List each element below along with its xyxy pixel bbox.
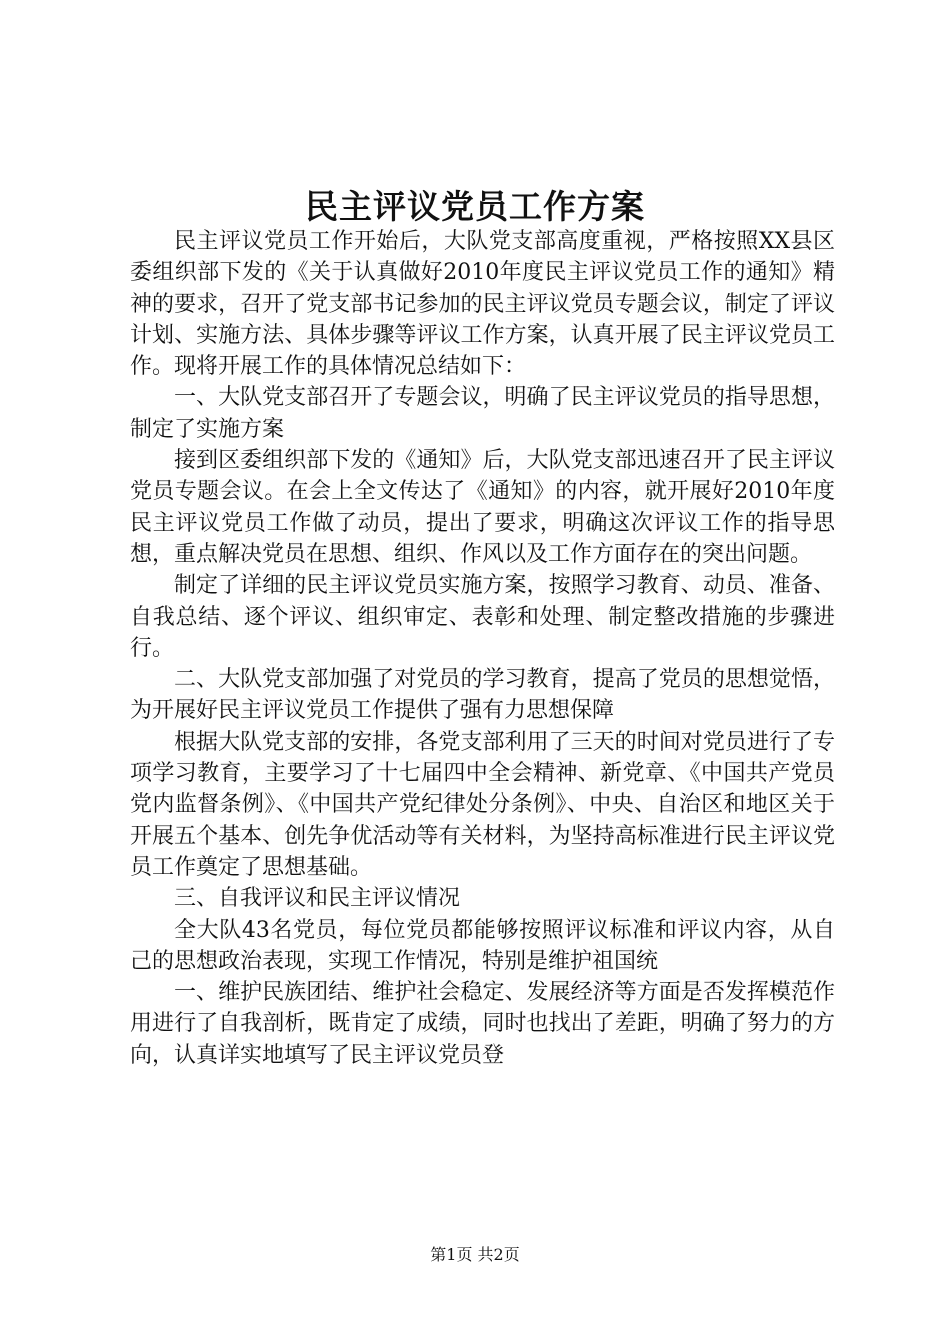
page-number-footer: 第1页 共2页 [430, 1245, 520, 1264]
paragraph: 全大队43名党员，每位党员都能够按照评议标准和评议内容，从自己的思想政治表现，实现工作情况，特别是维护祖国统 [130, 917, 835, 974]
section-heading-2: 二、大队党支部加强了对党员的学习教育，提高了党员的思想觉悟，为开展好民主评议党员工作提供了强有力思想保障 [130, 667, 835, 724]
paragraph: 一、维护民族团结、维护社会稳定、发展经济等方面是否发挥模范作用进行了自我剖析，既肯定了成绩，同时也找出了差距，明确了努力的方向，认真详实地填写了民主评议党员登 [130, 980, 835, 1068]
paragraph: 接到区委组织部下发的《通知》后，大队党支部迅速召开了民主评议党员专题会议。在会上全文传达了《通知》的内容，就开展好2010年度民主评议党员工作做了动员，提出了要求，明确这次评议工作的指导思想，重点解决党员在思想、组织、作风以及工作方面存在的突出问题。 [130, 448, 835, 567]
paragraph: 根据大队党支部的安排，各党支部利用了三天的时间对党员进行了专项学习教育，主要学习了十七届四中全会精神、新党章、《中国共产党员党内监督条例》、《中国共产党纪律处分条例》、中央、自治区和地区关于开展五个基本、创先争优活动等有关材料，为坚持高标准进行民主评议党员工作奠定了思想基础。 [130, 729, 835, 880]
paragraph: 制定了详细的民主评议党员实施方案，按照学习教育、动员、准备、自我总结、逐个评议、组织审定、表彰和处理、制定整改措施的步骤进行。 [130, 573, 835, 661]
document-title: 民主评议党员工作方案 [305, 187, 645, 226]
section-heading-3: 三、自我评议和民主评议情况 [174, 886, 461, 912]
section-heading-1: 一、大队党支部召开了专题会议，明确了民主评议党员的指导思想，制定了实施方案 [130, 385, 835, 442]
paragraph-intro: 民主评议党员工作开始后，大队党支部高度重视，严格按照XX县区委组织部下发的《关于认真做好2010年度民主评议党员工作的通知》精神的要求，召开了党支部书记参加的民主评议党员专题会议，制定了评议计划、实施方法、具体步骤等评议工作方案，认真开展了民主评议党员工作。现将开展工作的具体情况总结如下： [130, 229, 835, 380]
document-body [130, 226, 835, 1071]
